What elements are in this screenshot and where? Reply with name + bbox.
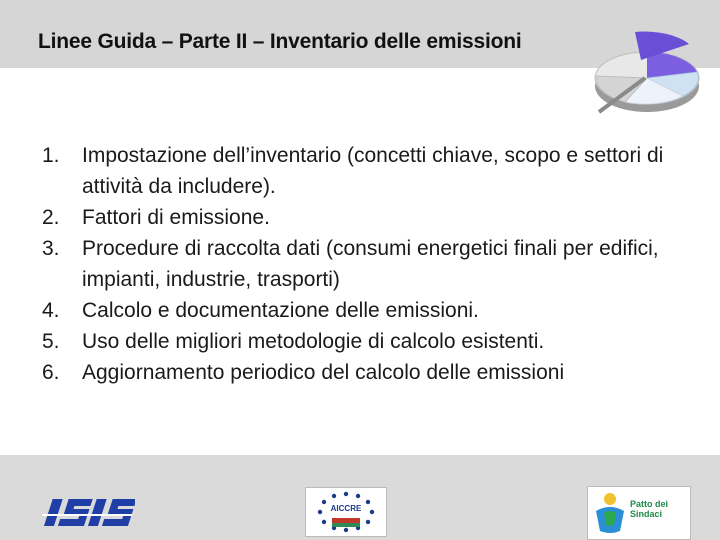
list-item-text: Procedure di raccolta dati (consumi energetici finali per edifici, impianti, industrie, trasporti) [82, 237, 659, 291]
list-item-number: 2. [42, 206, 60, 229]
list-item [42, 326, 682, 357]
list-item-text: Fattori di emissione. [82, 206, 270, 229]
patto-logo [587, 486, 691, 540]
list-item-text: Impostazione dell’inventario (concetti chiave, scopo e settori di attività da includere). [82, 144, 664, 198]
patto-dei-sindaci-icon [590, 487, 630, 539]
isis-logo-icon [40, 495, 135, 530]
patto-label: Patto dei Sindaci [630, 499, 669, 519]
list-item [42, 202, 682, 233]
list-item-number: 5. [42, 330, 60, 353]
list-item-text: Uso delle migliori metodologie di calcolo esistenti. [82, 330, 545, 353]
aiccre-label: AICCRE [330, 504, 362, 513]
pie-chart-icon [585, 20, 705, 120]
list-item-number: 1. [42, 144, 60, 167]
list-item [42, 140, 682, 202]
list-item [42, 233, 682, 295]
list-item [42, 295, 682, 326]
list-item-number: 4. [42, 299, 60, 322]
list-item-number: 6. [42, 361, 60, 384]
aiccre-logo [305, 487, 387, 537]
list-item-text: Calcolo e documentazione delle emissioni. [82, 299, 479, 322]
slide-title: Linee Guida – Parte II – Inventario delle emissioni [38, 30, 522, 53]
list-item-number: 3. [42, 237, 60, 260]
list-item [42, 357, 682, 388]
list-item-text: Aggiornamento periodico del calcolo delle emissioni [82, 361, 565, 384]
content-list [42, 140, 682, 388]
